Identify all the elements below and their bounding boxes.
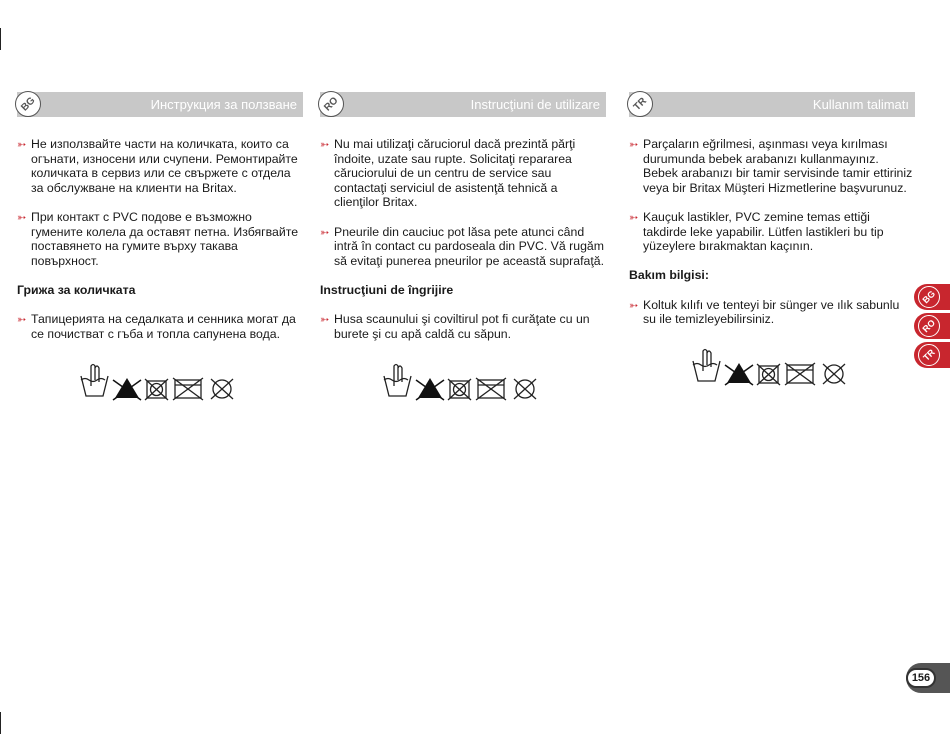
no-iron-icon bbox=[785, 363, 815, 385]
section-header bbox=[17, 92, 303, 117]
page-number: 156 bbox=[906, 668, 936, 688]
list-item: ➳ Husa scaunului şi coviltirul pot fi curăţate cu un burete şi cu apă caldă cu săpun. bbox=[320, 312, 590, 341]
hand-wash-icon bbox=[384, 364, 411, 396]
list-item: ➳ Pneurile din cauciuc pot lăsa pete atunci când intră în contact cu pardoseala din PVC. Vă rugăm să evitaţi punerea pneurilor pe această suprafaţă. bbox=[320, 224, 605, 268]
bullet-arrow-icon: ➳ bbox=[17, 314, 27, 327]
section-header bbox=[629, 92, 915, 117]
crop-mark-top bbox=[0, 28, 1, 50]
bullet-arrow-icon: ➳ bbox=[17, 139, 27, 151]
bullet-arrow-icon: ➳ bbox=[320, 139, 330, 151]
section-content bbox=[17, 137, 303, 402]
list-item: ➳ Kauçuk lastikler, PVC zemine temas ettiği takdirde leke yapabilir. Lütfen lastikleri bu tip yüzeylere bırakmaktan kaçının. bbox=[629, 209, 884, 254]
list-item: ➳ Не използвайте части на количката, които са огънати, износени или счупени. Ремонтирайте количката в сервиз или се свържете с отдела за обслужване на клиенти на Britax. bbox=[17, 137, 298, 195]
list-item: ➳ При контакт с PVC подове е възможно гумените колела да оставят петна. Избягвайте поставянето на гумите върху такава повърхност. bbox=[17, 209, 299, 268]
column-ro bbox=[320, 92, 606, 402]
no-bleach-icon bbox=[416, 378, 444, 400]
care-heading: Грижа за количката bbox=[17, 282, 136, 297]
bullet-arrow-icon: ➳ bbox=[320, 226, 330, 239]
language-badge: TR bbox=[918, 344, 940, 366]
no-tumble-dry-icon bbox=[448, 379, 471, 400]
no-dry-clean-icon bbox=[211, 379, 233, 399]
section-content bbox=[629, 137, 915, 387]
column-bg bbox=[17, 92, 303, 402]
care-symbols bbox=[380, 356, 606, 402]
care-symbols bbox=[77, 356, 303, 402]
no-iron-icon bbox=[476, 378, 506, 400]
bullet-arrow-icon: ➳ bbox=[629, 299, 639, 312]
no-dry-clean-icon bbox=[514, 379, 536, 399]
no-iron-icon bbox=[173, 378, 203, 400]
no-tumble-dry-icon bbox=[145, 379, 168, 400]
no-bleach-icon bbox=[725, 363, 753, 385]
care-symbols bbox=[689, 341, 915, 387]
bullet-arrow-icon: ➳ bbox=[629, 211, 639, 224]
care-heading: Instrucţiuni de îngrijire bbox=[320, 282, 454, 297]
column-tr bbox=[629, 92, 915, 387]
language-badge: BG bbox=[15, 91, 41, 117]
side-tab-tr[interactable] bbox=[914, 342, 950, 368]
side-tab-ro[interactable] bbox=[914, 313, 950, 339]
no-bleach-icon bbox=[113, 378, 141, 400]
section-title: Instrucţiuni de utilizare bbox=[470, 97, 600, 112]
bullet-arrow-icon: ➳ bbox=[17, 211, 27, 224]
hand-wash-icon bbox=[81, 364, 108, 396]
no-tumble-dry-icon bbox=[757, 364, 780, 385]
hand-wash-icon bbox=[693, 350, 720, 382]
side-tab-bg[interactable] bbox=[914, 284, 950, 310]
bullet-arrow-icon: ➳ bbox=[320, 314, 330, 327]
list-item: ➳ Тапицерията на седалката и сенника могат да се почистват с гъба и топла сапунена вода. bbox=[17, 312, 296, 341]
care-heading: Bakım bilgisi: bbox=[629, 268, 709, 283]
section-title: Инструкция за ползване bbox=[150, 97, 297, 112]
section-content bbox=[320, 137, 606, 402]
list-item: ➳ Parçaların eğrilmesi, aşınması veya kırılması durumunda bebek arabanızı kullanmayınız. Bebek arabanızı bir tamir servisinde tamir ettiriniz veya bir Britax Müşteri Hizmetlerine başvurunuz. bbox=[629, 137, 913, 195]
language-badge: BG bbox=[918, 286, 940, 308]
list-item: ➳ Nu mai utilizaţi căruciorul dacă prezintă părţi îndoite, uzate sau rupte. Solicitaţi repararea căruciorului de un centru de service sau contactaţi serviciul de asistenţă tehnică a clienţilor Britax. bbox=[320, 137, 576, 210]
language-badge: RO bbox=[918, 315, 940, 337]
section-title: Kullanım talimatı bbox=[812, 97, 909, 112]
bullet-arrow-icon: ➳ bbox=[629, 139, 639, 151]
section-header bbox=[320, 92, 606, 117]
no-dry-clean-icon bbox=[823, 364, 845, 384]
language-badge: TR bbox=[627, 91, 653, 117]
language-badge: RO bbox=[318, 91, 344, 117]
crop-mark-bottom bbox=[0, 712, 1, 734]
list-item: ➳ Koltuk kılıfı ve tenteyi bir sünger ve ılık sabunlu su ile temizleyebilirsiniz. bbox=[629, 297, 900, 327]
